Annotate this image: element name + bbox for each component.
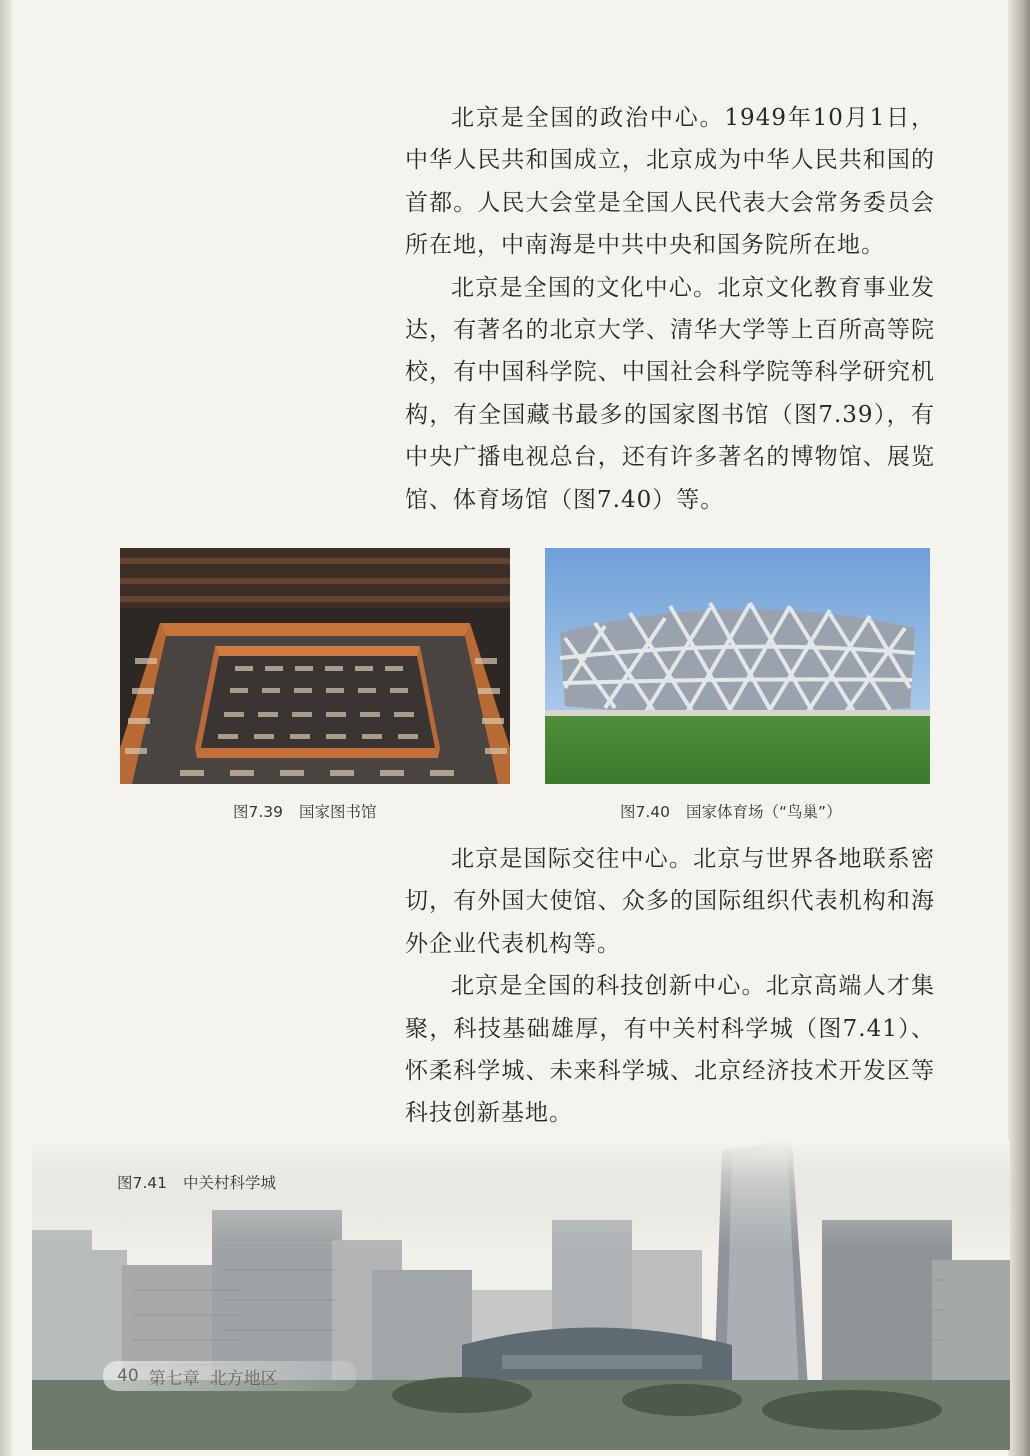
- figure-caption-7-39: [233, 800, 377, 822]
- paragraph-cultural-center: 北京是全国的文化中心。北京文化教育事业发达，有著名的北京大学、清华大学等上百所高等院校，有中国科学院、中国社会科学院等科学研究机构，有全国藏书最多的国家图书馆（图7.39），有中央广播电视总台，还有许多著名的博物馆、展览馆、体育场馆（图7.40）等。: [405, 274, 935, 513]
- figure-caption-7-41: [117, 1171, 276, 1193]
- body-text-top: [405, 97, 935, 521]
- figure-number: 图7.41: [117, 1174, 168, 1192]
- figure-title: 国家体育场（“鸟巢”）: [686, 803, 842, 821]
- figure-title: 中关村科学城: [183, 1174, 277, 1192]
- national-library-photo: [120, 548, 510, 784]
- body-text-bottom: [405, 838, 935, 1135]
- section-label: 北方地区: [209, 1368, 278, 1389]
- figure-title: 国家图书馆: [299, 803, 377, 821]
- page-number: 40: [117, 1366, 139, 1386]
- page-edge-right: [1008, 0, 1030, 1456]
- page-footer: [103, 1361, 357, 1391]
- figure-caption-7-40: [620, 800, 842, 822]
- paragraph-political-center: 北京是全国的政治中心。1949年10月1日，中华人民共和国成立，北京成为中华人民共和国的首都。人民大会堂是全国人民代表大会常务委员会所在地，中南海是中共中央和国务院所在地。: [405, 105, 935, 259]
- figure-number: 图7.40: [620, 803, 671, 821]
- paragraph-international-center: 北京是国际交往中心。北京与世界各地联系密切，有外国大使馆、众多的国际组织代表机构和海外企业代表机构等。: [405, 846, 935, 957]
- chapter-label: 第七章: [148, 1368, 200, 1389]
- figure-number: 图7.39: [233, 803, 284, 821]
- birds-nest-stadium-photo: [545, 548, 930, 784]
- page-edge-left: [0, 0, 12, 1456]
- paragraph-tech-center: 北京是全国的科技创新中心。北京高端人才集聚，科技基础雄厚，有中关村科学城（图7.41）、怀柔科学城、未来科学城、北京经济技术开发区等科技创新基地。: [405, 973, 935, 1127]
